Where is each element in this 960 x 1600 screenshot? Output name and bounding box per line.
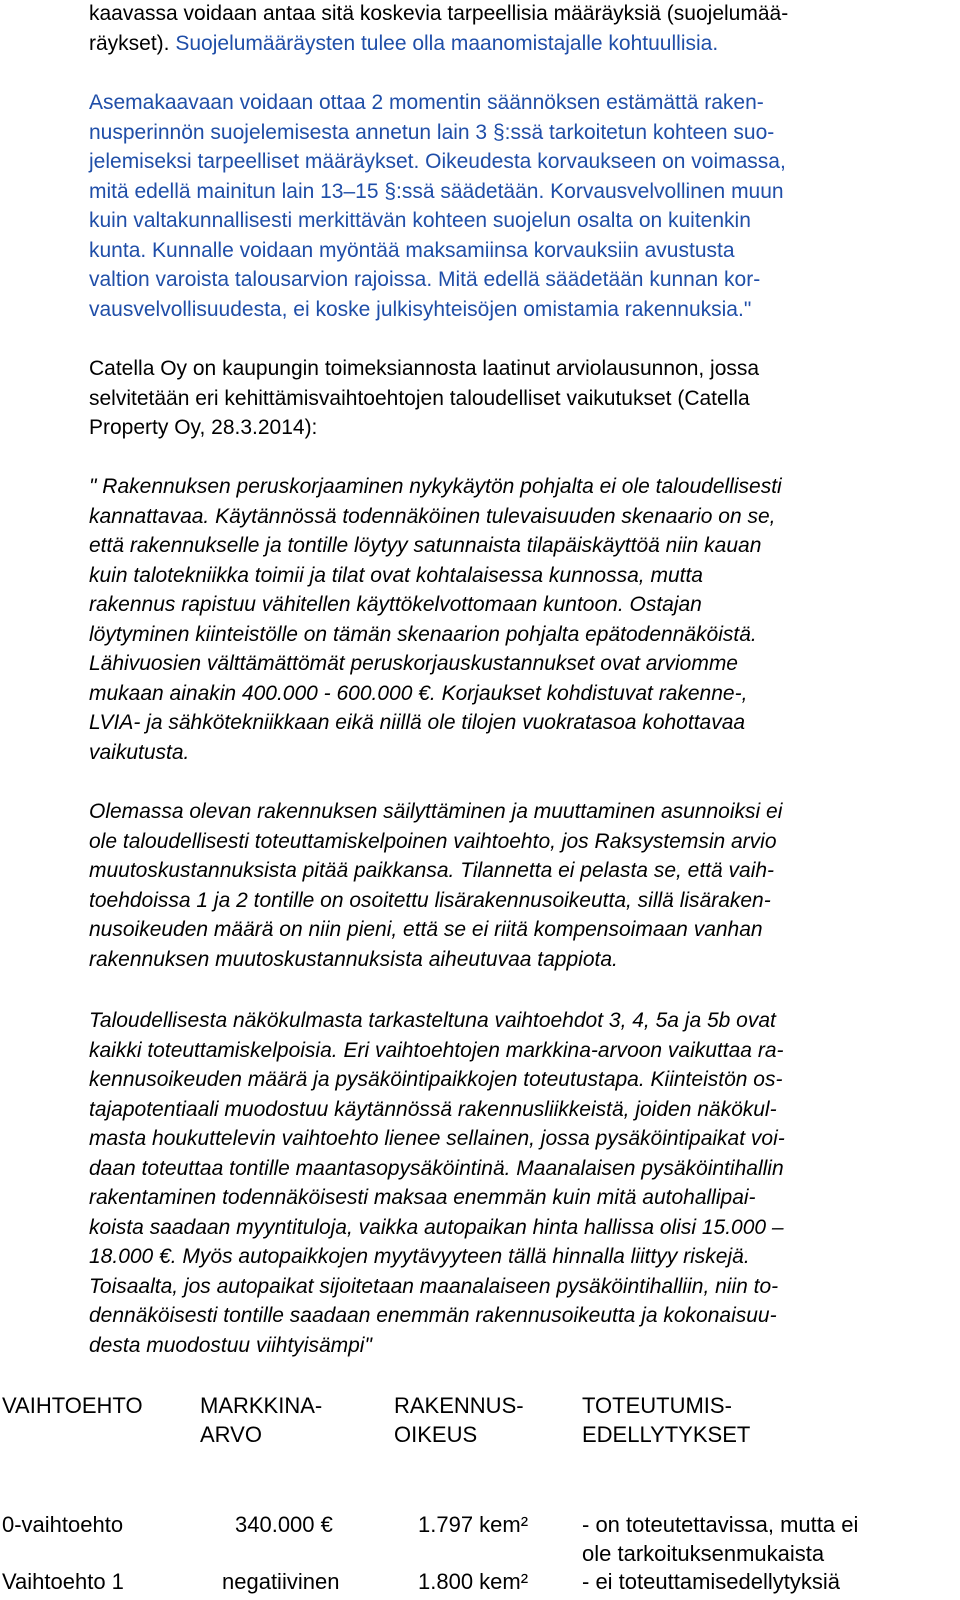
text-line: koista saadaan myyntituloja, vaikka autopaikan hinta hallissa olisi 15.000 – [89,1215,784,1239]
table-header-cell: RAKENNUS- OIKEUS [394,1393,524,1447]
text-line: Taloudellisesta näkökulmasta tarkasteltuna vaihtoehdot 3, 4, 5a ja 5b ovat [89,1009,776,1032]
table-cell-option: Vaihtoehto 1 [2,1569,124,1594]
text-line: Property Oy, 28.3.2014): [89,416,318,439]
text-line: kaikki toteuttamiskelpoisia. Eri vaihtoehtojen markkina-arvoon vaikuttaa ra- [89,1038,784,1062]
quote-paragraph-3 [89,1006,949,1360]
table-cell-area: 1.797 kem² [418,1512,529,1537]
text-line: Catella Oy on kaupungin toimeksiannosta laatinut arviolausunnon, jossa [89,357,760,380]
text-line: Asemakaavaan voidaan ottaa 2 momentin säännöksen estämättä raken- [89,91,764,114]
text-line: 18.000 €. Myös autopaikkojen myytävyyteen tällä hinnalla liittyy riskejä. [89,1245,750,1268]
text-line: valtion varoista talousarvion rajoissa. Mitä edellä säädetään kunnan kor- [89,268,761,291]
text-line: desta muodostuu viihtyisämpi" [89,1333,372,1357]
paragraph-catella [89,354,949,443]
text-line: kuin valtakunnallisesti merkittävän kohteen suojelun osalta on kuitenkin [89,209,751,232]
text-line: mitä edellä mainitun lain 13–15 §:ssä säädetään. Korvausvelvollinen muun [89,179,784,203]
highlighted-text: Suojelumääräysten tulee olla maanomistajalle kohtuullisia. [175,31,719,55]
text-line: dennäköisesti tontille saadaan enemmän rakennusoikeutta ja kokonaisuu- [89,1304,777,1327]
table-cell-option: 0-vaihtoehto [2,1512,124,1537]
text-line: vausvelvollisuudesta, ei koske julkisyhteisöjen omistamia rakennuksia." [89,297,752,321]
table-header-cell: TOTEUTUMIS- EDELLYTYKSET [582,1393,751,1447]
text-line: rakennuksen muutoskustannuksista aiheutuvaa tappiota. [89,947,618,971]
text-line: daan toteuttaa tontille maantasopysäköintinä. Maanalaisen pysäköintihallin [89,1156,784,1180]
text-line: muutoskustannuksista pitää paikkansa. Tilannetta ei pelasta se, että vaih- [89,859,775,882]
text-line: ole taloudellisesti toteuttamiskelpoinen vaihtoehto, jos Raksystemsin arvio [89,829,777,853]
paragraph-law-quote [89,88,949,324]
text-line: jelemiseksi tarpeelliset määräykset. Oikeudesta korvaukseen on voimassa, [89,150,786,173]
quote-paragraph-1 [89,472,949,767]
table-cell-value: 340.000 € [235,1512,333,1537]
text-line: masta houkuttelevin vaihtoehto lienee sellainen, jossa pysäköintipaikat voi- [89,1127,785,1150]
text-line: kannattavaa. Käytännössä todennäköinen tulevaisuuden skenaario on se, [89,504,776,528]
text-line: toehdoissa 1 ja 2 tontille on osoitettu lisärakennusoikeutta, sillä lisäraken- [89,888,771,912]
text-line: Lähivuosien välttämättömät peruskorjauskustannukset ovat arviomme [89,652,738,675]
text-line: nusoikeuden määrä on niin pieni, että se ei riitä kompensoimaan vanhan [89,918,763,941]
table-cell-area: 1.800 kem² [418,1569,529,1594]
text-line: nusperinnön suojelemisesta annetun lain 3 §:ssä tarkoitetun kohteen suo- [89,120,775,144]
text-line: rakennus rapistuu vähitellen käyttökelvottomaan kuntoon. Ostajan [89,593,702,616]
text-line: räykset). Suojelumääräysten tulee olla maanomistajalle kohtuullisia. [89,31,719,55]
text-line: rakentaminen todennäköisesti maksaa enemmän kuin mitä autohallipai- [89,1186,756,1209]
text-line: kaavassa voidaan antaa sitä koskevia tarpeellisia määräyksiä (suojelumää- [89,2,789,25]
text-line: vaikutusta. [89,740,190,764]
table-cell-feasibility: - ei toteuttamisedellytyksiä [582,1569,840,1594]
table-header-cell: MARKKINA- ARVO [200,1393,323,1447]
text-line: löytyminen kiinteistölle on tämän skenaarion pohjalta epätodennäköistä. [89,622,757,646]
text-line: " Rakennuksen peruskorjaaminen nykykäytön pohjalta ei ole taloudellisesti [89,475,782,498]
text-line: että rakennukselle ja tontille löytyy satunnaista tilapäiskäyttöä niin kauan [89,534,762,557]
text-line: mukaan ainakin 400.000 - 600.000 €. Korjaukset kohdistuvat rakenne-, [89,681,748,705]
text-line: kuin talotekniikka toimii ja tilat ovat kohtalaisessa kunnossa, mutta [89,563,703,587]
text-line: Toisaalta, jos autopaikat sijoitetaan maanalaiseen pysäköintihalliin, niin to- [89,1274,779,1298]
quote-paragraph-2 [89,797,949,974]
text-line: selvitetään eri kehittämisvaihtoehtojen taloudelliset vaikutukset (Catella [89,386,750,410]
text-line: kennusoikeuden määrä ja pysäköintipaikkojen toteutustapa. Kiinteistön os- [89,1068,783,1091]
table-cell-value: negatiivinen [222,1569,340,1594]
table-header-cell: VAIHTOEHTO [2,1393,143,1418]
table-cell-feasibility: - on toteutettavissa, mutta ei ole tarkoituksenmukaista [582,1512,859,1566]
text-line: tajapotentiaali muodostuu käytännössä rakennusliikkeistä, joiden näkökul- [89,1097,777,1121]
paragraph-top [89,0,949,58]
text-line: LVIA- ja sähkötekniikkaan eikä niillä ole tilojen vuokratasoa kohottavaa [89,711,746,734]
text-line: Olemassa olevan rakennuksen säilyttäminen ja muuttaminen asunnoiksi ei [89,800,783,823]
text-line: kunta. Kunnalle voidaan myöntää maksamiinsa korvauksiin avustusta [89,238,735,262]
